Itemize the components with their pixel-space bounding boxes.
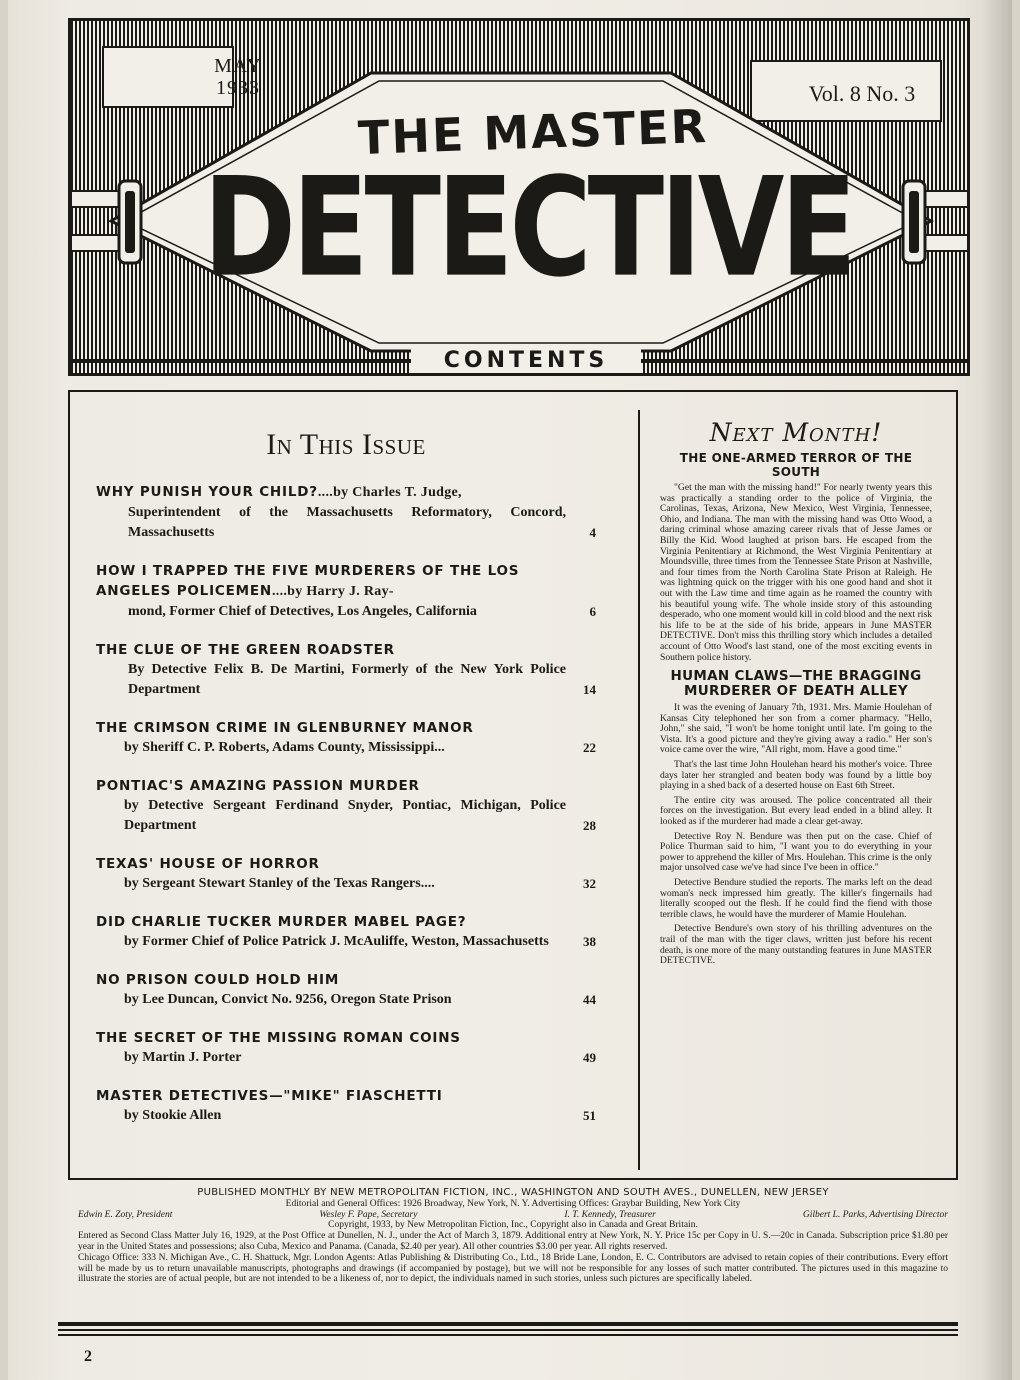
staff-secretary: Wesley F. Pape, Secretary bbox=[319, 1209, 418, 1220]
entry-page: 4 bbox=[589, 525, 596, 540]
next-story-2-paragraph: It was the evening of January 7th, 1931. Mrs. Mamie Houlehan of Kansas City telephoned her son from a corner pharmacy. "Hello, John," she said, "I won't be home tonight until late. I'm going to the Vista. It's a good picture and they're giving away a radio." Her son's voice came over the wire, "All right, mom. Have a good time." bbox=[660, 702, 932, 756]
next-month-column bbox=[660, 418, 932, 967]
issue-date bbox=[183, 55, 293, 99]
masthead bbox=[68, 18, 970, 376]
column-divider bbox=[638, 410, 640, 1170]
publisher-line: PUBLISHED MONTHLY BY NEW METROPOLITAN FICTION, INC., WASHINGTON AND SOUTH AVES., DUNELLEN, NEW JERSEY bbox=[197, 1187, 829, 1198]
toc-entry[interactable] bbox=[96, 912, 596, 952]
entry-page: 22 bbox=[583, 740, 596, 755]
toc-entry[interactable] bbox=[96, 970, 596, 1010]
next-story-2-paragraph: Detective Bendure studied the reports. The marks left on the dead woman's neck impressed him greatly. The killer's fingernails had literally scooped out the flesh. If he could find the fiend with those terrible claws, he would have the murderer of Mamie Houlehan. bbox=[660, 877, 932, 920]
entry-title: NO PRISON COULD HOLD HIM bbox=[96, 972, 340, 988]
page-number: 2 bbox=[84, 1348, 92, 1365]
next-story-2-paragraph: Detective Bendure's own story of his thrilling adventures on the trail of the man with the tiger claws, written just before his recent death, is one more of the many outstanding features in June MASTER DETECTIVE. bbox=[660, 923, 932, 967]
entry-title: THE SECRET OF THE MISSING ROMAN COINS bbox=[96, 1030, 461, 1046]
toc-entry[interactable] bbox=[96, 561, 596, 622]
next-story-2-paragraph: Detective Roy N. Bendure was then put on the case. Chief of Police Thurman said to him, "I want you to do everything in your power to apprehend the killer of Mrs. Houlehan. This crime is the only major unsolved case we've had since I've been in office." bbox=[660, 830, 932, 874]
next-story-2-paragraph: The entire city was aroused. The police concentrated all their forces on the investigation. But every lead ended in a blind alley. It looked as if the murderer had made a clear get-away. bbox=[660, 794, 932, 828]
entry-title: WHY PUNISH YOUR CHILD?....by Charles T. Judge, bbox=[96, 484, 462, 500]
offices-line: Editorial and General Offices: 1926 Broadway, New York, N. Y. Advertising Offices: Graybar Building, New York City bbox=[285, 1198, 741, 1209]
next-story-1-title: THE ONE-ARMED TERROR OF THE SOUTH bbox=[679, 451, 913, 479]
entry-title: PONTIAC'S AMAZING PASSION MURDER bbox=[96, 778, 420, 794]
entry-author: by Sheriff C. P. Roberts, Adams County, Mississippi... bbox=[124, 740, 445, 755]
toc-entry[interactable] bbox=[96, 718, 596, 758]
bottom-rules bbox=[58, 1322, 958, 1336]
page-shadow bbox=[982, 0, 1012, 1380]
staff-president: Edwin E. Zoty, President bbox=[78, 1209, 173, 1220]
entry-author: mond, Former Chief of Detectives, Los Angeles, California bbox=[128, 604, 477, 619]
title-the-master: THE MASTER bbox=[357, 98, 709, 166]
entry-author: by Martin J. Porter bbox=[124, 1050, 242, 1065]
entry-author: by Stookie Allen bbox=[124, 1108, 222, 1123]
next-story-2-title: HUMAN CLAWS—THE BRAGGING MURDERER OF DEATH ALLEY bbox=[670, 668, 922, 700]
entry-page: 6 bbox=[589, 604, 596, 619]
entry-title: HOW I TRAPPED THE FIVE MURDERERS OF THE LOS ANGELES POLICEMEN....by Harry J. Ray- bbox=[96, 563, 520, 599]
title-detective: DETECTIVE bbox=[203, 149, 853, 308]
entry-page: 32 bbox=[583, 876, 596, 891]
staff-ad-director: Gilbert L. Parks, Advertising Director bbox=[802, 1209, 948, 1220]
entry-author: by Lee Duncan, Convict No. 9256, Oregon State Prison bbox=[124, 992, 452, 1007]
issue-year: 1933 bbox=[216, 77, 260, 99]
entry-page: 49 bbox=[583, 1050, 596, 1065]
entry-page: 44 bbox=[583, 992, 596, 1007]
entry-line: Entered as Second Class Matter July 16, 1929, at the Post Office at Dunellen, N. J., under the Act of March 3, 1879. Additional entry at New York, N. Y. Price 15c per Copy in U. S.—20c in Canada. Subscription price $1.80 per year in the United States and possessions; also Cuba, Mexico and Panama. (Canada, $2.40 per year). All other countries $3.00 per year. All rights reserved. bbox=[78, 1231, 948, 1252]
entry-author: By Detective Felix B. De Martini, Formerly of the New York Police Department bbox=[128, 662, 566, 697]
contributors-line: Chicago Office: 333 N. Michigan Ave., C. H. Shattuck, Mgr. London Agents: Atlas Publishing & Distributing Co., Ltd., 18 Bride Lane, London, E. C. Contributors are advised to retain copies of their contributions. Every effort will be made by us to return unavailable manuscripts, photographs and drawings (if accompanied by postage), but we will not be responsible for any losses of such matter contributed. The pictures used in this magazine to illustrate the stories are of actual people, but are not intended to be a likeness of, nor to depict, the individuals named in such stories, unless such pictures are specifically labeled. bbox=[78, 1252, 948, 1285]
entry-page: 38 bbox=[583, 934, 596, 949]
toc-entry[interactable] bbox=[96, 640, 596, 700]
entry-author: by Former Chief of Police Patrick J. McAuliffe, Weston, Massachusetts bbox=[124, 934, 549, 949]
staff-line bbox=[78, 1210, 948, 1221]
toc-entry[interactable] bbox=[96, 482, 596, 543]
entry-title: TEXAS' HOUSE OF HORROR bbox=[96, 856, 320, 872]
entry-title: MASTER DETECTIVES—"MIKE" FIASCHETTI bbox=[96, 1088, 443, 1104]
toc-entry[interactable] bbox=[96, 1028, 596, 1068]
issue-month: MAY bbox=[214, 55, 262, 77]
in-this-issue-heading: In This Issue bbox=[266, 428, 426, 461]
entry-author: by Detective Sergeant Ferdinand Snyder, Pontiac, Michigan, Police Department bbox=[124, 798, 566, 833]
entry-author: by Sergeant Stewart Stanley of the Texas Rangers.... bbox=[124, 876, 435, 891]
entry-page: 28 bbox=[583, 818, 596, 833]
entry-page: 14 bbox=[583, 682, 596, 697]
entry-title: THE CRIMSON CRIME IN GLENBURNEY MANOR bbox=[96, 720, 474, 736]
copyright-line: Copyright, 1933, by New Metropolitan Fiction, Inc., Copyright also in Canada and Great Britain. bbox=[328, 1220, 698, 1231]
staff-treasurer: I. T. Kennedy, Treasurer bbox=[564, 1209, 656, 1220]
toc-entry[interactable] bbox=[96, 776, 596, 836]
publisher-info bbox=[78, 1188, 948, 1285]
entry-title: DID CHARLIE TUCKER MURDER MABEL PAGE? bbox=[96, 914, 467, 930]
contents-box bbox=[68, 390, 958, 1180]
toc-entry[interactable] bbox=[96, 854, 596, 894]
in-this-issue bbox=[96, 428, 596, 1144]
entry-title: THE CLUE OF THE GREEN ROADSTER bbox=[96, 642, 395, 658]
toc-entry[interactable] bbox=[96, 1086, 596, 1126]
entry-page: 51 bbox=[583, 1108, 596, 1123]
next-month-heading: Next Month! bbox=[709, 418, 883, 447]
entry-author: Superintendent of the Massachusetts Reformatory, Concord, Massachusetts bbox=[128, 505, 566, 540]
next-story-1-body: "Get the man with the missing hand!" For nearly twenty years this was practically a standing order to the police of Virginia, the Carolinas, Texas, Arizona, New Mexico, West Virginia, Tennessee, Ohio, and Indiana. The man with the missing hand was Otto Wood, a daring criminal whose amazing career rivals that of Jesse James or Billy the Kid. Wood laughed at prison bars. He escaped from the Virginia Penitentiary at Richmond, the West Virginia Penitentiary at Moundsville, three times from the Tennessee State Prison at Nashville, and four times from the North Carolina State Prison at Raleigh. He was lightning quick on the trigger with his one good hand and shot it out with the Law time and time again as he roamed the country with his beautiful young wife. The whole inside story of this astounding desperado, who one moment would kill in cold blood and the next risk his life to be at the side of his bride, appears in June MASTER DETECTIVE. Don't miss this thrilling story which includes a detailed account of Otto Wood's last stand, one of the most exciting events in Southern police history. bbox=[660, 482, 932, 663]
issue-volume: Vol. 8 No. 3 bbox=[808, 81, 916, 106]
contents-label: CONTENTS bbox=[411, 348, 641, 374]
next-story-2-paragraph: That's the last time John Houlehan heard his mother's voice. Three days later her strangled and beaten body was found by a little boy playing in a shed back of a deserted house on East 6th Street. bbox=[660, 759, 932, 792]
